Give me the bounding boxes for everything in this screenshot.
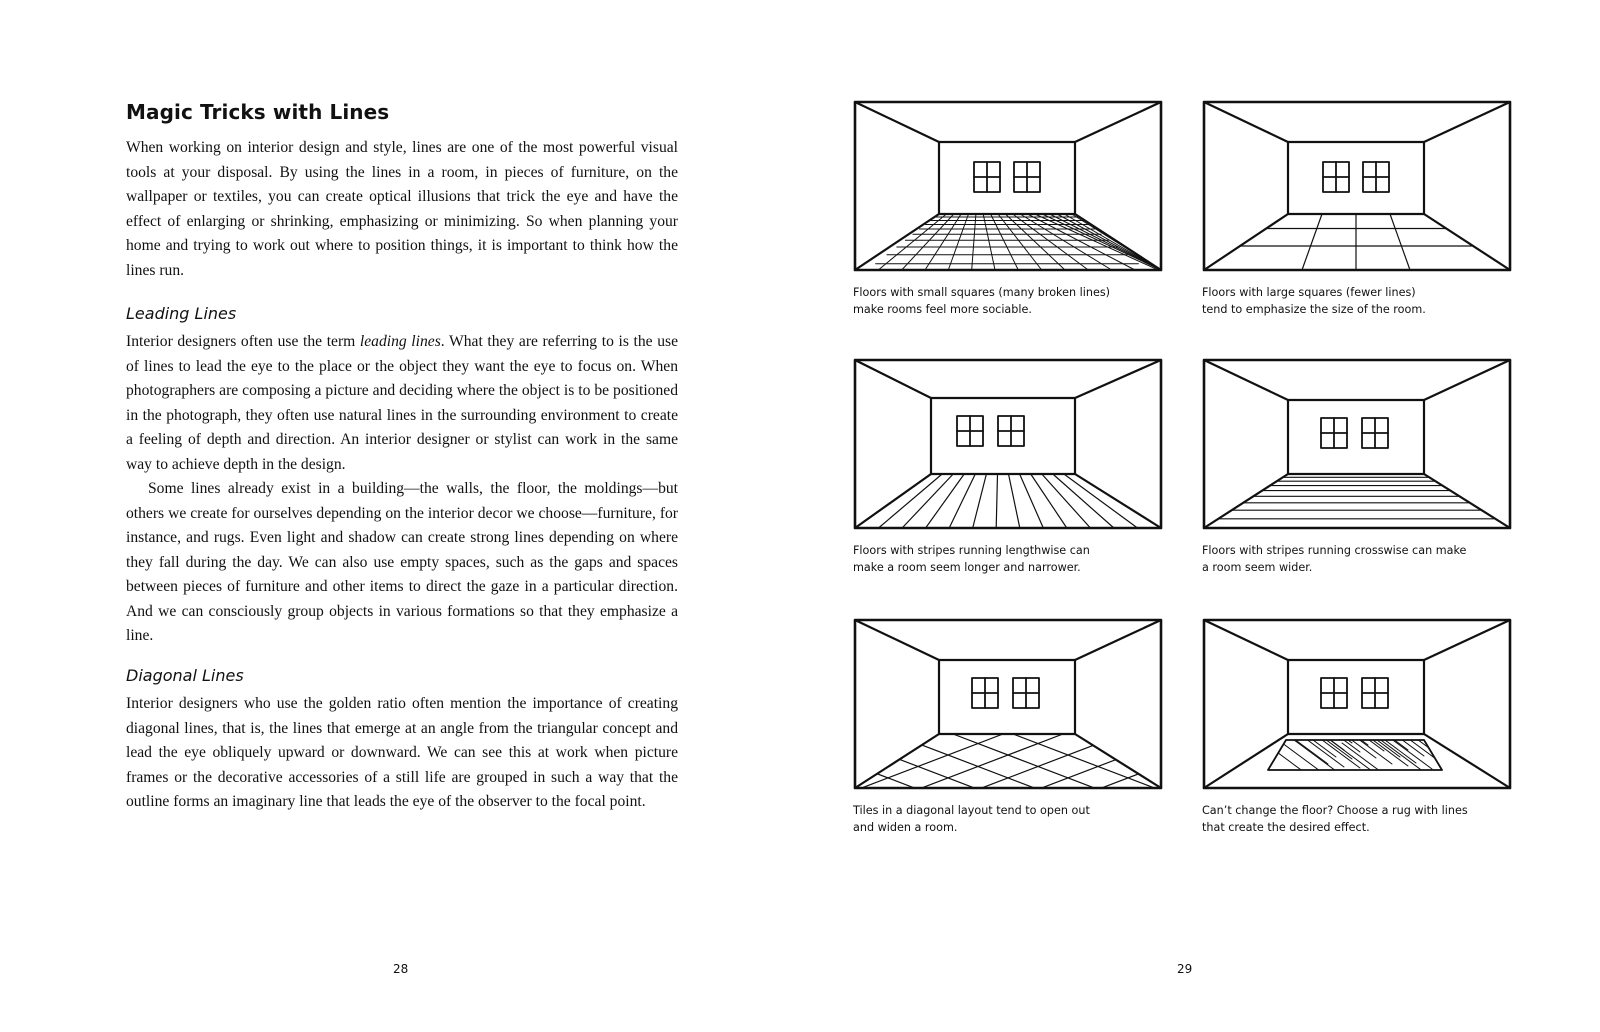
room-drawing-small-grid bbox=[853, 100, 1163, 272]
caption-line: Floors with small squares (many broken lines) bbox=[853, 286, 1111, 299]
caption-small-grid bbox=[853, 284, 1163, 318]
room-drawing-large-grid bbox=[1202, 100, 1512, 272]
caption-line: Floors with stripes running lengthwise can bbox=[853, 544, 1090, 557]
illustration-large-grid bbox=[1202, 100, 1512, 318]
illustration-lengthwise-stripes bbox=[853, 358, 1163, 576]
caption-large-grid bbox=[1202, 284, 1512, 318]
room-drawing-lengthwise-stripes bbox=[853, 358, 1163, 530]
caption-line: and widen a room. bbox=[853, 821, 958, 834]
right-page bbox=[800, 0, 1600, 1032]
caption-line: Tiles in a diagonal layout tend to open out bbox=[853, 804, 1090, 817]
intro-text: When working on interior design and style, lines are one of the most powerful visual tools at your disposal. By using the lines in a room, in pieces of furniture, on the wallpaper or textiles, you can create optical illusions that trick the eye and have the effect of enlarging or shrinking, emphasizing or minimizing. So when planning your home and trying to work out where to position things, it is important to think how the lines run. bbox=[126, 139, 678, 279]
page-number-left: 28 bbox=[393, 962, 409, 976]
caption-lengthwise-stripes bbox=[853, 542, 1163, 576]
caption-line: Floors with large squares (fewer lines) bbox=[1202, 286, 1416, 299]
illustration-striped-rug bbox=[1202, 618, 1512, 836]
page-number-right: 29 bbox=[1177, 962, 1193, 976]
caption-striped-rug bbox=[1202, 802, 1512, 836]
caption-line: tend to emphasize the size of the room. bbox=[1202, 303, 1426, 316]
caption-line: make a room seem longer and narrower. bbox=[853, 561, 1081, 574]
illustration-diagonal-tiles bbox=[853, 618, 1163, 836]
room-drawing-diagonal-tiles bbox=[853, 618, 1163, 790]
page-heading: Magic Tricks with Lines bbox=[126, 100, 390, 124]
caption-line: Can’t change the floor? Choose a rug with lines bbox=[1202, 804, 1468, 817]
leading-lines-paragraph-1 bbox=[126, 330, 678, 477]
diagonal-lines-heading: Diagonal Lines bbox=[126, 666, 244, 685]
leading-lines-text-end: . What they are referring to is the use of lines to lead the eye to the place or the object they want the eye to focus on. When photographers are composing a picture and deciding where the object is to be positioned in the photograph, they often use natural lines in the surrounding environment to create a feeling of depth and direction. An interior designer or stylist can work in the same way to achieve depth in the design. bbox=[126, 333, 678, 473]
leading-lines-paragraph-2: Some lines already exist in a building—the walls, the floor, the moldings—but others we create for ourselves depending on the interior decor we choose—furniture, for instance, and rugs. Even light and shadow can create strong lines depending on where they fall during the day. We can also use empty spaces, such as the gaps and spaces between pieces of furniture and other items to direct the gaze in a particular direction. And we can consciously group objects in various formations so that they emphasize a line. bbox=[126, 480, 678, 644]
caption-line: make rooms feel more sociable. bbox=[853, 303, 1032, 316]
caption-crosswise-stripes bbox=[1202, 542, 1512, 576]
leading-lines-term: leading lines bbox=[359, 333, 441, 350]
room-drawing-striped-rug bbox=[1202, 618, 1512, 790]
leading-lines-section bbox=[126, 330, 678, 649]
room-drawing-crosswise-stripes bbox=[1202, 358, 1512, 530]
intro-paragraph bbox=[126, 136, 678, 283]
leading-lines-heading: Leading Lines bbox=[126, 304, 237, 323]
illustration-small-grid bbox=[853, 100, 1163, 318]
caption-line: Floors with stripes running crosswise can make bbox=[1202, 544, 1467, 557]
caption-line: that create the desired effect. bbox=[1202, 821, 1370, 834]
caption-line: a room seem wider. bbox=[1202, 561, 1313, 574]
caption-diagonal-tiles bbox=[853, 802, 1163, 836]
leading-lines-text-start: Interior designers often use the term bbox=[126, 333, 360, 350]
illustration-crosswise-stripes bbox=[1202, 358, 1512, 576]
diagonal-lines-paragraph: Interior designers who use the golden ratio often mention the importance of creating diagonal lines, that is, the lines that emerge at an angle from the triangular concept and lead the eye obliquely upward or downward. We can see this at work when picture frames or the decorative accessories of a still life are grouped in such a way that the outline forms an imaginary line that leads the eye of the observer to the focal point. bbox=[126, 695, 678, 810]
diagonal-lines-section bbox=[126, 692, 678, 815]
